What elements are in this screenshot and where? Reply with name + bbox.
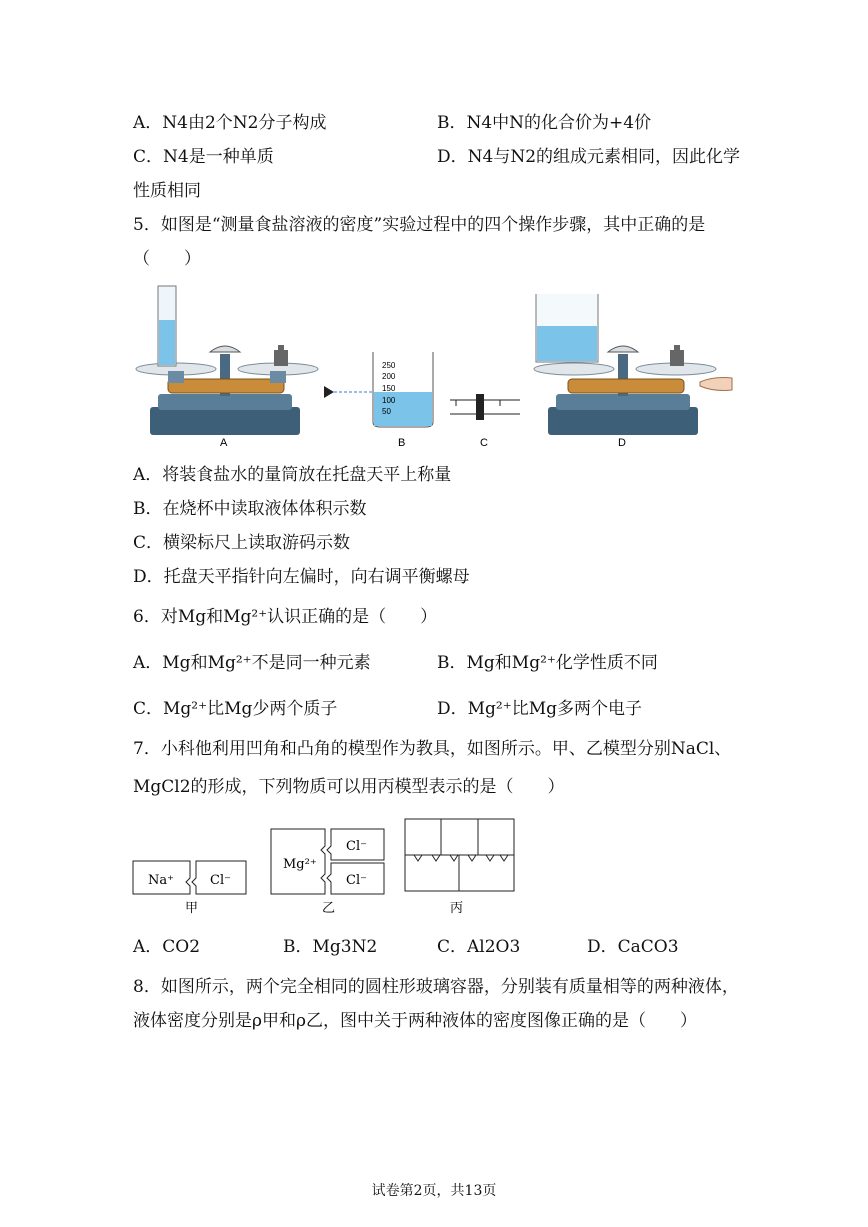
- q7-stem-line2: MgCl2的形成，下列物质可以用丙模型表示的是（ ）: [133, 777, 565, 797]
- beaker-mark-150: 150: [382, 384, 396, 393]
- cap-yi: 乙: [322, 901, 336, 916]
- q8-stem-line2: 液体密度分别是ρ甲和ρ乙，图中关于两种液体的密度图像正确的是（ ）: [133, 1011, 697, 1031]
- beaker-b-illustration: [324, 352, 433, 427]
- fig-label-c: C: [480, 437, 488, 449]
- q6-option-b: B．Mg和Mg²⁺化学性质不同: [437, 653, 658, 673]
- q4-option-b: B．N4中N的化合价为+4价: [437, 113, 652, 133]
- yi-cl-bottom-label: Cl⁻: [346, 873, 367, 888]
- q5-option-b: B．在烧杯中读取液体体积示数: [133, 499, 367, 519]
- balance-a-illustration: [136, 286, 318, 435]
- q7-option-c: C．Al2O3: [437, 937, 521, 957]
- fig-label-d: D: [618, 437, 626, 449]
- model-bing: [405, 819, 514, 891]
- q6-stem: 6．对Mg和Mg²⁺认识正确的是（ ）: [133, 607, 438, 627]
- jia-cl-label: Cl⁻: [210, 873, 231, 888]
- q4-option-d: D．N4与N2的组成元素相同，因此化学: [437, 147, 741, 167]
- beaker-mark-50: 50: [382, 407, 391, 416]
- q5-paren: （ ）: [133, 249, 201, 269]
- balance-d-illustration: [534, 294, 732, 435]
- q5-option-c: C．横梁标尺上读取游码示数: [133, 533, 351, 553]
- q5-option-d: D．托盘天平指针向左偏时，向右调平衡螺母: [133, 567, 470, 587]
- beaker-mark-200: 200: [382, 372, 396, 381]
- yi-mg-label: Mg²⁺: [283, 857, 317, 872]
- page-footer: 试卷第2页，共13页: [371, 1183, 497, 1199]
- q5-stem: 5．如图是“测量食盐溶液的密度”实验过程中的四个操作步骤，其中正确的是: [133, 215, 706, 235]
- q7-option-a: A．CO2: [133, 937, 201, 957]
- yi-cl-top-label: Cl⁻: [346, 839, 367, 854]
- q4-option-c: C．N4是一种单质: [133, 147, 274, 167]
- q8-stem-line1: 8．如图所示，两个完全相同的圆柱形玻璃容器，分别装有质量相等的两种液体，: [133, 977, 739, 997]
- q5-option-a: A．将装食盐水的量筒放在托盘天平上称量: [133, 465, 452, 485]
- rider-scale-c-illustration: [450, 394, 520, 420]
- q4-option-a: A．N4由2个N2分子构成: [133, 113, 327, 133]
- q6-option-a: A．Mg和Mg²⁺不是同一种元素: [133, 653, 371, 673]
- q6-option-d: D．Mg²⁺比Mg多两个电子: [437, 699, 642, 719]
- beaker-mark-250: 250: [382, 361, 396, 370]
- cap-bing: 丙: [450, 901, 464, 916]
- q4-option-d-cont: 性质相同: [133, 181, 201, 201]
- q5-figure: [128, 282, 738, 452]
- jia-na-label: Na⁺: [148, 873, 174, 888]
- q7-stem-line1: 7．小科他利用凹角和凸角的模型作为教具，如图所示。甲、乙模型分别NaCl、: [133, 739, 732, 759]
- q7-option-d: D．CaCO3: [587, 937, 679, 957]
- q7-option-b: B．Mg3N2: [283, 937, 378, 957]
- beaker-mark-100: 100: [382, 396, 396, 405]
- q7-figure: [130, 816, 522, 920]
- cap-jia: 甲: [185, 901, 199, 916]
- fig-label-a: A: [220, 437, 228, 449]
- fig-label-b: B: [398, 437, 406, 449]
- q6-option-c: C．Mg²⁺比Mg少两个质子: [133, 699, 338, 719]
